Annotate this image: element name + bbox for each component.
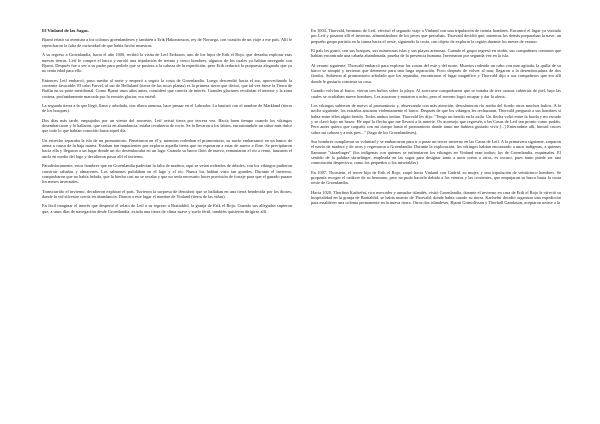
paragraph: A su regreso a Groenlandia, hacia el año 1000, recibió la visita de Leif Eriksson, uno de los hijos de Erik el Rojo, que deseaba explorar esas nuevas tierras. Leif le compró el barco y enroló una tripulación de treinta y cinco hombres, algunos de los cuales ya habían navegado con Bjarni. Después fue a ver a su padre para pedirle que se pusiera a la cabeza de la expedición, pero Erik reducirá la propuesta alegando que ya no tenía edad para ello. bbox=[42, 52, 292, 74]
paragraph: Dos días más tarde, empujados por un viento del noroeste, Leif avistó tierra por tercera vez. Hacía buen tiempo cuando los vikingos desembarcaron y lo hallaron, que crecía en abundancia, estaba recubierta de rocío. Se la llevaron a los labios, encontrándole un sabor más dulce que todo lo que habían conocido hasta aquel día. bbox=[42, 117, 292, 134]
paragraph: En 1004, Thorvald, hermano de Leif, efectuó el segundo viaje a Vinland con una tripulación de treinta hombres. Encontró el lugar ya visitado por Leif y pasaron allí el invierno, alimentándose de los peces que pescaban. Thorvald decidió que, mientras los demás preparaban la nave, un pequeño grupo partiría en la canoa hacia el oeste, siguiendo la costa, con objeto de explorar la región durante los meses de verano. bbox=[311, 28, 561, 44]
paragraph: Un estrecho separaba la isla de un promontorio. Penetraron en él y, mientras rodeaban el promontorio, su navío embarrancó en un banco de arena a causa de la baja marea. Estaban tan impacientes por explorar aquella tierra que no esperaron a estar de nuevo a flote. Se precipitaron hacia ella y llegaron a un lugar donde un río desembocaba en un lago. Cuando su barco flotó de nuevo, remontaron el río a remo, lanzaron el ancla en medio del lago y decidieron pasar allí el invierno. bbox=[42, 137, 292, 159]
paragraph: Paradisíacamente, estos hombres que en Groenlandia padecían la falta de madera, aquí se veían rodeados de árboles, con los vikingos pudieron construir cabañas y almacenes. Los salmones pululaban en el lago y el río. Nunca los habían visto tan grandes. Durante el invierno, comprobaron que no había helada, que la hierba casi no se secaba y que no sería necesario hacer provisión de forraje para que el ganado pasase los meses invernales. bbox=[42, 163, 292, 185]
paragraph: Entonces Leif embarcó, puso rumbo al norte y empezó a seguir la costa de Groenlandia. Luego descendió hacia el sur, aprovechando la corriente favorable. El cabo Farvel, al sur de Helluland (tierra de las rocas planas) es la primera tierra que divisó, que tal vez fuese la Tierra de Baffin en su parte meridional. Como Bjarni unos años antes, consideró que carecía de interés. Grandes glaciares recubrían el interior y la zona costera, profundamente marcada por la erosión glaciar, era estéril. bbox=[42, 77, 292, 99]
paragraph: El país les gustó, con sus bosques, sus numerosas islas y sus playas arenosas. Cuando el grupo regresó en otoño, sus compañeros contaron que habían encontrado una cabaña abandonada, prueba de la presencia humana. Invernaron por segunda vez en la isla. bbox=[311, 48, 561, 59]
paragraph: En fácil imaginar el interés que despertó el relato de Leif a su regreso a Brattahlid, la granja de Erik el Rojo. Cuando sus allegados supieron que, a unos días de navegación desde Groenlandia, existía una tierra de clima suave y suelo fértil, también quisieron dirigirse allí. bbox=[42, 203, 292, 214]
paragraph: Al verano siguiente, Thorvald embarcó para explorar las costas del este y del norte. Muertos rodeado un cabo con mar agitada, la quilla de su barco se rompió y tuvieron que detenerse para una larga reparación. Poco después de volver al mar, llegaron a la desembocadura de dos fiordos. Subieron al promontorio arbolado que los separaba, encontraron el lugar magnífico y Thorvald dijo a sus compañeros que era allí donde le gustaría construir su casa. bbox=[311, 62, 561, 84]
paragraph: Bjarni relató su aventura a los colonos groenlandeses y también a Erik Hakonarsson, rey de Noruega, con ocasión de un viaje a ese país. Allí le reprocharon la falta de curiosidad de que había hecho muestras. bbox=[42, 37, 292, 48]
paragraph: Los vikingos subieron de nuevo al promontorio y, observando con más atención, descubrieron río arriba del fiordo otros muchos bultos. A la noche siguiente, los extraños atacaron violentamente el barco. Después de que los vikingos les rechazaran, Thorvald preguntó a sus hombres si había entre ellos algún herido. Todos ambos tenían. Thorvald les dijo: "Tengo un herido en la axila. Un flecha volió entre la borda y mi escudo y se clavó bajo mi brazo. He aquí la flecha que me llevará a la muerte. Os aconsejo que regreséis a las Casas de Leif tan pronto como podáis. Pero antes quiero que carguéis con mi cuerpo hasta el promontorio donde tanto me hubiera gustado vivir [...] Enterradme allí, hincad cruces sobre mi cabeza y a mis pies..." (Saga de los Groenlandeses). bbox=[311, 103, 561, 135]
paragraph: Sus hombres cumplieron su voluntad y se embarcaron para ir a pasar un tercer invierno en las Casas de Leif. A la primavera siguiente, zarparon el navío de madera y de uvas y regresaron a Groenlandia. Durante la exploración, los vikingos habían encontrado a unos indígenas, a quienes llamaron "skraelinger" (los indígenas con quienes se enfrentaron los vikingos en Vinland eran indios; los de Groenlandia, esquimales. El sentido de la palabra skraelinger, empleada en las sagas para designar tanto a unos como a otros, es oscuro, pues tanto puede ser una connotación despectiva, como los pequeños o los miserables). bbox=[311, 138, 561, 166]
paragraph: Transcurrido el invierno, decidieron explorar el país. Tuvieron la sorpresa de descubrir que se hallaban en una tierra bendecida por los dioses, donde la vid silvestre crecía en abundancia. Diaron a este lugar el nombre de Vinland (tierra de las viñas). bbox=[42, 188, 292, 199]
paragraph: En 1007, Thorstein, el tercer hijo de Erik el Rojo, zarpó hacia Vinland con Gudrid, su mujer, y una tripulación de veinticinco hombres. Se proponía recoger el cadáver de su hermano, pero no pudo hacerlo debido a los vientos y las corrientes, que empujaron su barco hasta la costa oeste de Groenlandia. bbox=[311, 169, 561, 186]
paragraph: La segunda tierra a la que llegó, llana y arbolada, con ríbera arenosa, hace pensar en el Labrador. La bautizó con el nombre de Markland (tierra de los bosques). bbox=[42, 103, 292, 114]
paragraph: Hacia 1020, Thorfinn Karlsefni, rico mercader y armador islandés, visitó Groenlandia, durante el invierno en casa de Erik el Rojo le ofreció su hospitalidad en la granja de Brattahlid, se había muerto de Thorvald, donde había casado su tierra. Karlsefni decidió organizar una expedición para establecer una colonia permanente en la nueva tierra. Otros dos islandeses, Bjarni Grimolfsson y Thorhall Gamlason, aceptaron unirse a la bbox=[311, 189, 561, 206]
document-title: El Vinland de las Sagas. bbox=[42, 28, 89, 33]
paragraph: Cuando volvían al barco, vieron tres bultos sobre la playa. Al acercarse comprobaron que se trataba de tres canoas cubiertas de piel, bajo las cuales se ocultaban nueve hombres. Les atacaron y mataron a ocho, pero el noveno logró escapar y dar la alerta. bbox=[311, 88, 561, 99]
right-column bbox=[311, 28, 561, 210]
left-column bbox=[42, 28, 292, 218]
